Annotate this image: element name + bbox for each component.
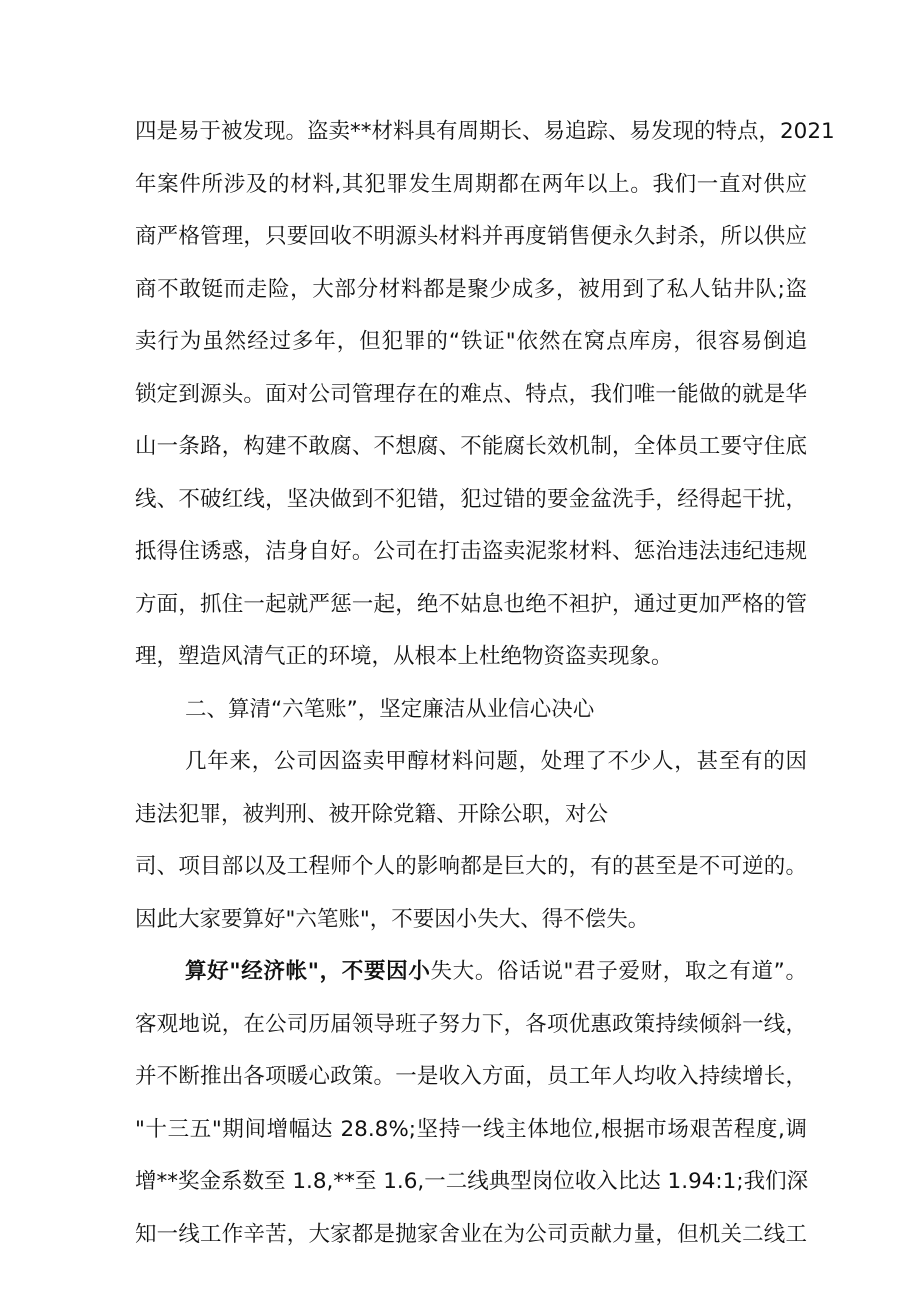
paragraph-1-line-2: 年案件所涉及的材料,其犯罪发生周期都在两年以上。我们一直对供应	[135, 172, 807, 197]
paragraph-2-line-4: 因此大家要算好"六笔账"，不要因小失大、得不偿失。	[135, 907, 650, 932]
paragraph-3-line-3: 并不断推出各项暖心政策。一是收入方面，员工年人均收入持续增长，	[135, 1064, 807, 1089]
paragraph-3-line-1-rest: 失大。俗话说"君子爱财，取之有道”。	[430, 959, 807, 984]
paragraph-2-line-3: 司、项目部以及工程师个人的影响都是巨大的，有的甚至是不可逆的。	[135, 854, 807, 879]
paragraph-1-line-4: 商不敢铤而走险，大部分材料都是聚少成多，被用到了私人钻井队;盗	[135, 277, 807, 302]
paragraph-3-line-5: 增**奖金系数至 1.8,**至 1.6,一二线典型岗位收入比达 1.94:1;我们深	[135, 1169, 809, 1194]
paragraph-3-line-1	[185, 957, 807, 987]
paragraph-3-line-2: 客观地说，在公司历届领导班子努力下，各项优惠政策持续倾斜一线，	[135, 1012, 807, 1037]
paragraph-1-line-5: 卖行为虽然经过多年，但犯罪的“铁证"依然在窝点库房，很容易倒追	[135, 329, 807, 354]
paragraph-1-line-9: 抵得住诱惑，洁身自好。公司在打击盗卖泥浆材料、惩治违法违纪违规	[135, 539, 807, 564]
section-heading-2: 二、算清“六笔账”，坚定廉洁从业信心决心	[185, 697, 595, 722]
paragraph-1-line-11: 理，塑造风清气正的环境，从根本上杜绝物资盗卖现象。	[135, 644, 673, 669]
paragraph-3-line-4: "十三五"期间增幅达 28.8%;坚持一线主体地位,根据市场艰苦程度,调	[135, 1117, 807, 1142]
paragraph-1-line-3: 商严格管理，只要回收不明源头材料并再度销售便永久封杀，所以供应	[135, 224, 807, 249]
paragraph-1-line-7: 山一条路，构建不敢腐、不想腐、不能腐长效机制，全体员工要守住底	[135, 434, 807, 459]
paragraph-2-line-1: 几年来，公司因盗卖甲醇材料问题，处理了不少人，甚至有的因	[185, 749, 807, 774]
paragraph-1-line-10: 方面，抓住一起就严惩一起，绝不姑息也绝不袒护，通过更加严格的管	[135, 592, 807, 617]
paragraph-1-line-1: 四是易于被发现。盗卖**材料具有周期长、易追踪、易发现的特点，2021	[135, 119, 835, 144]
paragraph-2-line-2: 违法犯罪，被判刑、被开除党籍、开除公职，对公	[135, 802, 609, 827]
paragraph-1-line-8: 线、不破红线，坚决做到不犯错，犯过错的要金盆洗手，经得起干扰，	[135, 487, 807, 512]
paragraph-1-line-6: 锁定到源头。面对公司管理存在的难点、特点，我们唯一能做的就是华	[135, 382, 807, 407]
paragraph-3-bold-lead: 算好"经济帐"，不要因小	[185, 959, 431, 984]
paragraph-3-line-6: 知一线工作辛苦，大家都是抛家舍业在为公司贡献力量，但机关二线工	[135, 1222, 807, 1247]
